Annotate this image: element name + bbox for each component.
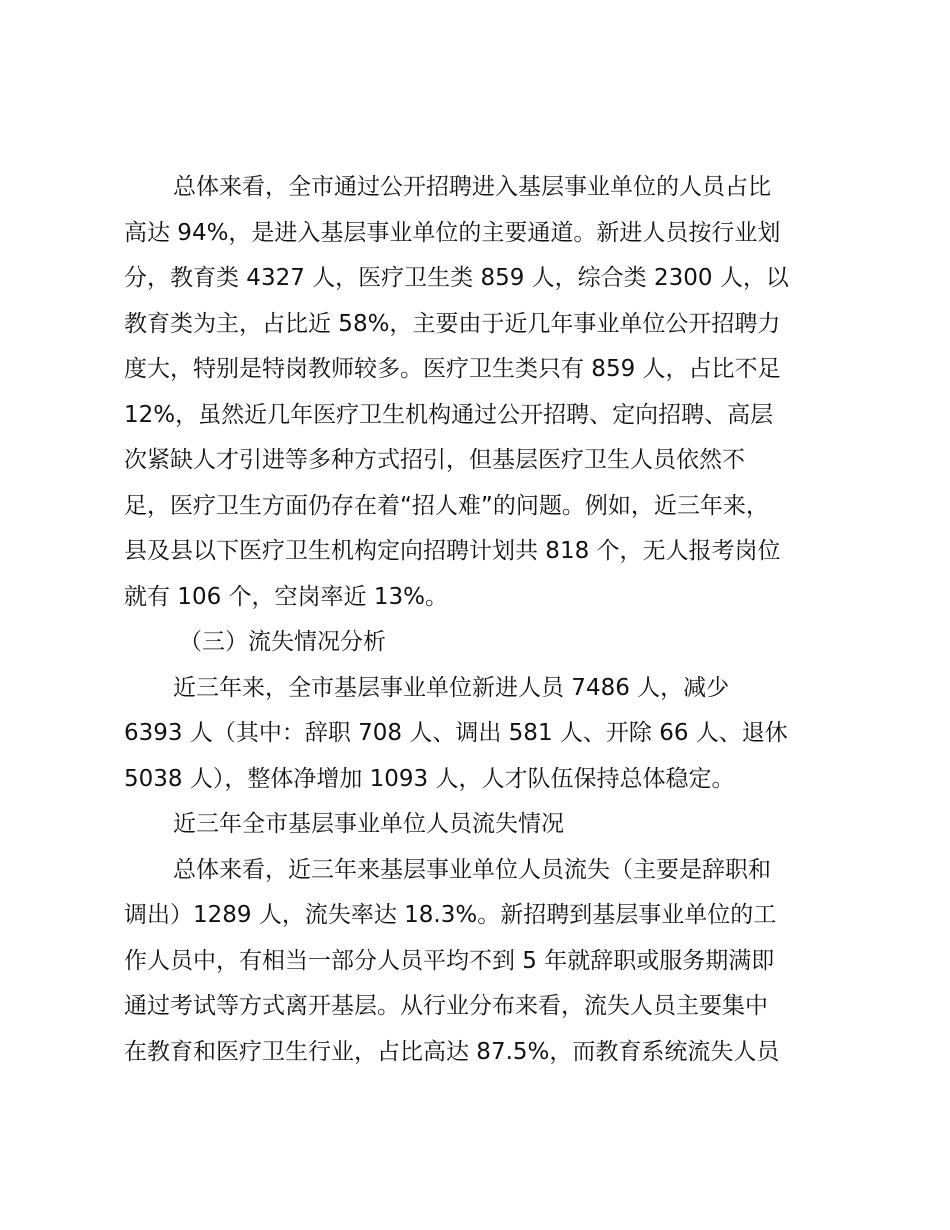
text-line: 作人员中，有相当一部分人员平均不到 5 年就辞职或服务期满即 <box>124 947 775 974</box>
text-line: 县及县以下医疗卫生机构定向招聘计划共 818 个，无人报考岗位 <box>124 538 781 564</box>
text-line: 5038 人），整体净增加 1093 人，人才队伍保持总体稳定。 <box>124 765 735 792</box>
text-line: 高达 94%，是进入基层事业单位的主要通道。新进人员按行业划 <box>124 219 781 246</box>
text-line: 就有 106 个，空岗率近 13%。 <box>124 583 448 610</box>
text-line: 次紧缺人才引进等多种方式招引，但基层医疗卫生人员依然不 <box>124 447 745 473</box>
text-line: 总体来看，近三年来基层事业单位人员流失（主要是辞职和 <box>173 856 771 883</box>
text-line: 教育类为主，占比近 58%，主要由于近几年事业单位公开招聘力 <box>124 310 781 337</box>
text-line: 在教育和医疗卫生行业，占比高达 87.5%，而教育系统流失人员 <box>124 1038 780 1065</box>
text-line: 12%，虽然近几年医疗卫生机构通过公开招聘、定向招聘、高层 <box>124 401 774 428</box>
text-line: 总体来看，全市通过公开招聘进入基层事业单位的人员占比 <box>173 174 771 200</box>
text-line: 通过考试等方式离开基层。从行业分布来看，流失人员主要集中 <box>124 993 768 1019</box>
document-body <box>124 165 834 1075</box>
text-line: 足，医疗卫生方面仍存在着“招人难”的问题。例如，近三年来， <box>124 492 769 519</box>
paragraph-attrition-summary <box>124 848 834 1076</box>
text-line: 分，教育类 4327 人，医疗卫生类 859 人，综合类 2300 人，以 <box>124 265 789 291</box>
text-line: 度大，特别是特岗教师较多。医疗卫生类只有 859 人，占比不足 <box>124 356 781 382</box>
paragraph-staff-change <box>124 666 834 803</box>
text-line: 6393 人（其中：辞职 708 人、调出 581 人、开除 66 人、退休 <box>124 720 788 746</box>
paragraph-recruitment-summary <box>124 165 834 620</box>
caption <box>124 802 834 848</box>
text-line: 调出）1289 人，流失率达 18.3%。新招聘到基层事业单位的工 <box>124 902 777 928</box>
section-heading <box>124 620 834 666</box>
text-line: 近三年来，全市基层事业单位新进人员 7486 人，减少 <box>173 674 730 701</box>
section-heading-text: （三）流失情况分析 <box>179 629 386 655</box>
caption-text: 近三年全市基层事业单位人员流失情况 <box>173 811 564 837</box>
